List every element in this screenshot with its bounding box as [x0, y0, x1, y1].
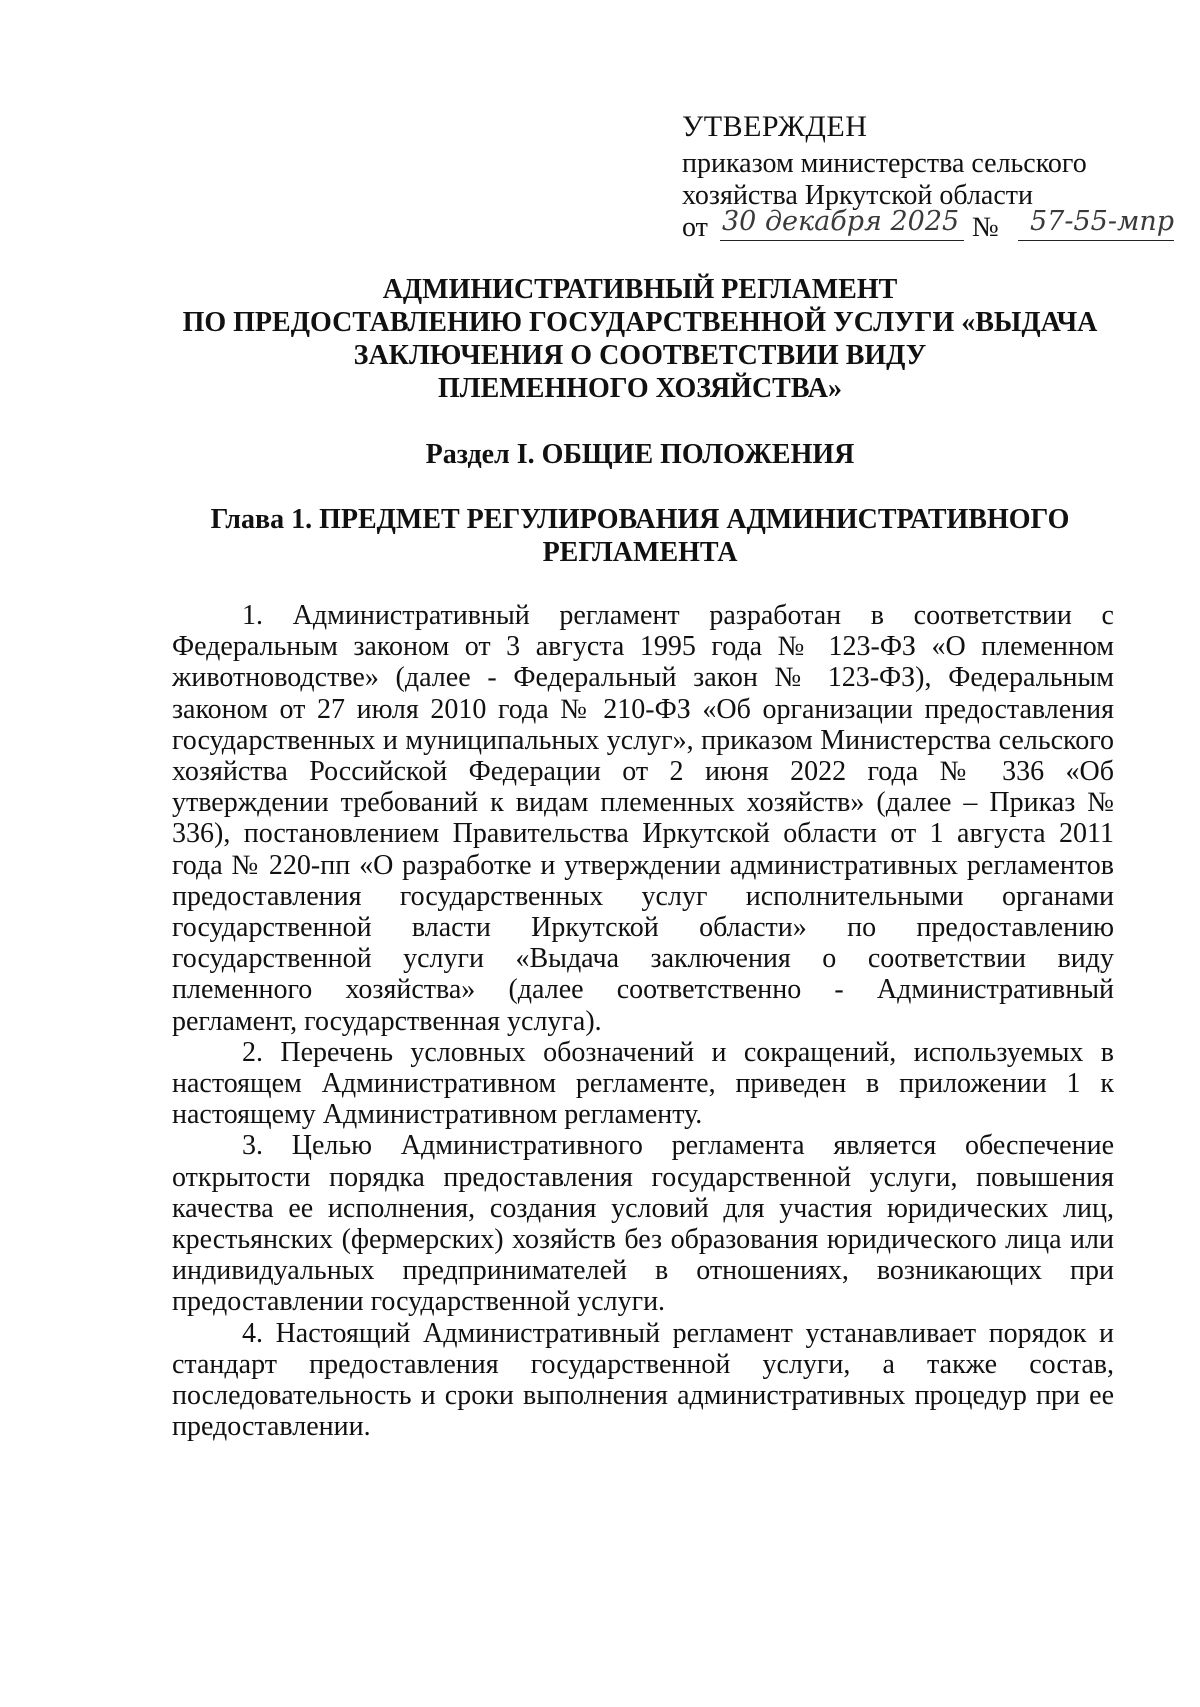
approval-line-2: хозяйства Иркутской области	[682, 180, 1033, 211]
number-underline	[1018, 240, 1174, 241]
approved-label: УТВЕРЖДЕН	[682, 110, 868, 143]
title-line-3: ЗАКЛЮЧЕНИЯ О СООТВЕТСТВИИ ВИДУ	[353, 340, 927, 371]
approval-line-1: приказом министерства сельского	[682, 148, 1087, 179]
approval-date-number-line	[682, 206, 1182, 246]
section-heading	[150, 438, 1130, 471]
section-heading-text: Раздел I. ОБЩИЕ ПОЛОЖЕНИЯ	[425, 439, 855, 470]
title-line-4: ПЛЕМЕННОГО ХОЗЯЙСТВА»	[438, 373, 842, 404]
paragraph-1: 1. Административный регламент разработан в соответствии с Федеральным законом от 3 августа 1995 года № 123-ФЗ «О племенном животноводстве» (далее - Федеральный закон № 123-ФЗ), Федеральным законом от 27 июля 2010 года № 210-ФЗ «Об организации предоставления государственных и муниципальных услуг», приказом Министерства сельского хозяйства Российской Федерации от 2 июня 2022 года № 336 «Об утверждении требований к видам племенных хозяйств» (далее – Приказ № 336), постановлением Правительства Иркутской области от 1 августа 2011 года № 220-пп «О разработке и утверждении административных регламентов предоставления государственных услуг исполнительными органами государственной власти Иркутской области» по предоставлению государственной услуги «Выдача заключения о соответствии виду племенного хозяйства» (далее соответственно - Административный регламент, государственная услуга).	[172, 600, 1114, 1037]
handwritten-number: 57-55-мпр	[1030, 206, 1175, 237]
approval-stamp-block	[682, 110, 1182, 246]
chapter-heading-line-1: Глава 1. ПРЕДМЕТ РЕГУЛИРОВАНИЯ АДМИНИСТРАТИВНОГО	[210, 504, 1070, 535]
paragraph-4: 4. Настоящий Административный регламент устанавливает порядок и стандарт предоставления государственной услуги, а также состав, последовательность и сроки выполнения административных процедур при ее предоставлении.	[172, 1317, 1114, 1443]
date-underline	[720, 240, 964, 241]
paragraph-2: 2. Перечень условных обозначений и сокращений, используемых в настоящем Административном регламенте, приведен в приложении 1 к настоящему Административном регламенту.	[172, 1036, 1114, 1131]
paragraph-3: 3. Целью Административного регламента является обеспечение открытости порядка предоставления государственной услуги, повышения качества ее исполнения, создания условий для участия юридических лиц, крестьянских (фермерских) хозяйств без образования юридического лица или индивидуальных предпринимателей в отношениях, возникающих при предоставлении государственной услуги.	[172, 1130, 1114, 1318]
date-prefix: от	[682, 212, 708, 243]
number-sign: №	[972, 212, 999, 243]
title-line-1: АДМИНИСТРАТИВНЫЙ РЕГЛАМЕНТ	[382, 274, 898, 305]
handwritten-date: 30 декабря 2025	[722, 206, 960, 237]
body-text	[172, 600, 1114, 1442]
chapter-heading	[150, 503, 1130, 569]
title-line-2: ПО ПРЕДОСТАВЛЕНИЮ ГОСУДАРСТВЕННОЙ УСЛУГИ «ВЫДАЧА	[182, 307, 1098, 338]
chapter-heading-line-2: РЕГЛАМЕНТА	[542, 537, 738, 568]
document-title	[150, 273, 1130, 405]
